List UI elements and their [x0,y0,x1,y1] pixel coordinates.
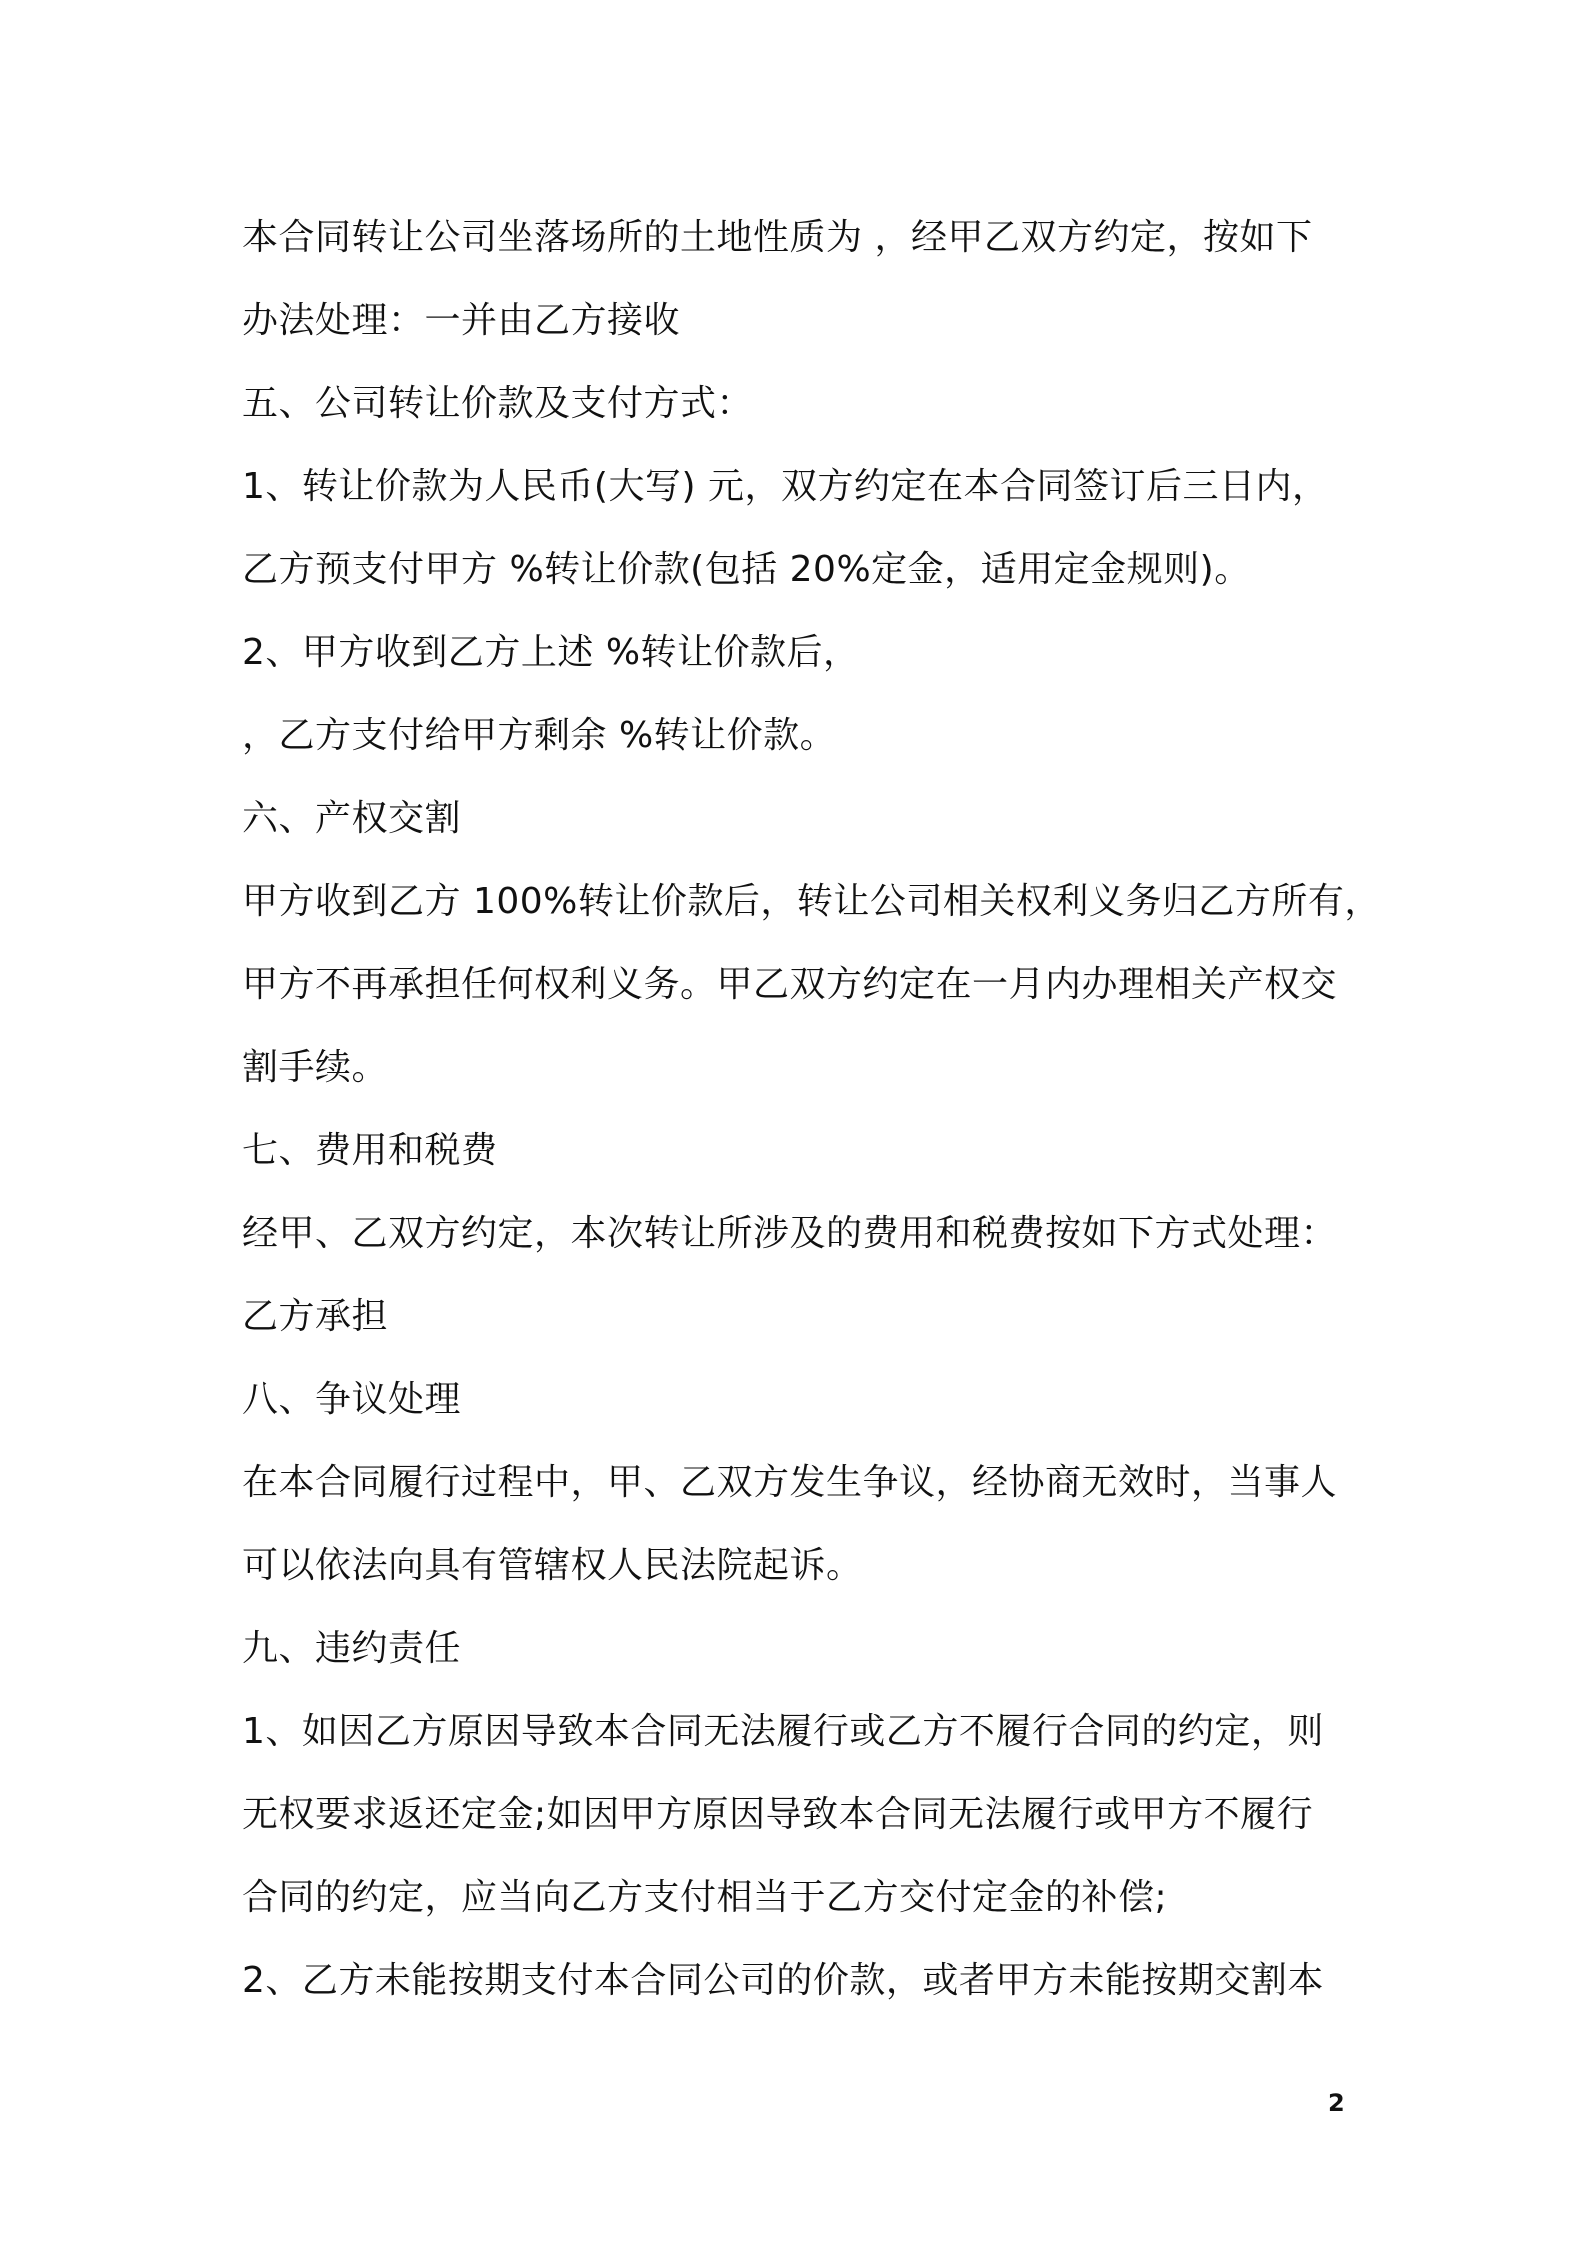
page-number: 2 [1328,2089,1345,2117]
text-line: 无权要求返还定金;如因甲方原因导致本合同无法履行或甲方不履行 [242,1794,1314,1835]
text-line: 割手续。 [242,1047,389,1088]
text-line: 合同的约定，应当向乙方支付相当于乙方交付定金的补偿; [242,1877,1168,1918]
text-line: 1、转让价款为人民币(大写) 元，双方约定在本合同签订后三日内， [242,466,1329,507]
text-line: 办法处理：一并由乙方接收 [242,300,681,341]
section-heading: 九、违约责任 [242,1628,462,1669]
contract-body [242,196,1381,2022]
text-line: 可以依法向具有管辖权人民法院起诉。 [242,1545,863,1586]
text-line: 甲方收到乙方 100%转让价款后，转让公司相关权利义务归乙方所有， [242,881,1381,922]
text-line: 甲方不再承担任何权利义务。甲乙双方约定在一月内办理相关产权交 [242,964,1338,1005]
text-line: 经甲、乙双方约定，本次转让所涉及的费用和税费按如下方式处理： [242,1213,1338,1254]
text-line: 1、如因乙方原因导致本合同无法履行或乙方不履行合同的约定，则 [242,1711,1324,1752]
text-line: 在本合同履行过程中，甲、乙双方发生争议，经协商无效时，当事人 [242,1462,1338,1503]
section-heading: 五、公司转让价款及支付方式： [242,383,754,424]
text-line: ，乙方支付给甲方剩余 %转让价款。 [242,715,837,756]
section-heading: 六、产权交割 [242,798,462,839]
text-line: 2、甲方收到乙方上述 %转让价款后， [242,632,860,673]
text-line: 2、乙方未能按期支付本合同公司的价款，或者甲方未能按期交割本 [242,1960,1324,2001]
text-line: 乙方承担 [242,1296,389,1337]
section-heading: 八、争议处理 [242,1379,462,1420]
text-line: 乙方预支付甲方 %转让价款(包括 20%定金，适用定金规则)。 [242,549,1251,590]
section-heading: 七、费用和税费 [242,1130,498,1171]
text-line: 本合同转让公司坐落场所的土地性质为 ，经甲乙双方约定，按如下 [242,217,1313,258]
